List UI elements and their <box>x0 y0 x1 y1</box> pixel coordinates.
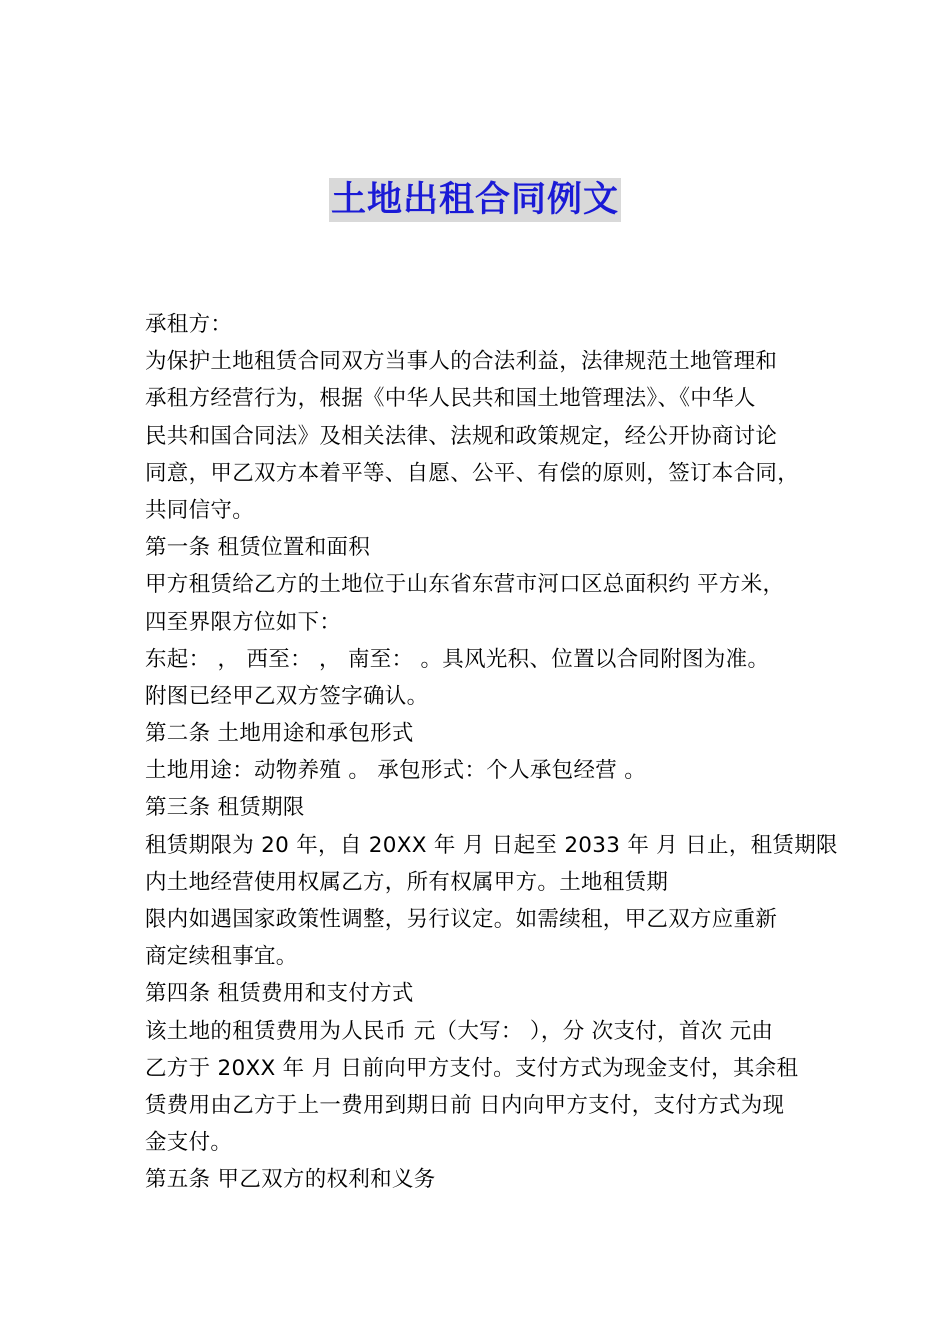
preamble-line-2: 承租方经营行为，根据《中华人民共和国土地管理法》、《中华人 <box>145 386 756 412</box>
article-1-line-2: 四至界限方位如下： <box>145 609 342 635</box>
party-line: 承租方： <box>145 312 233 337</box>
article-3-line-2: 内土地经营使用权属乙方，所有权属甲方。土地租赁期 <box>145 869 669 895</box>
preamble-line-5: 共同信守。 <box>145 497 255 523</box>
article-1-line-3: 东起： ， 西至： ， 南至： 。具风光积、位置以合同附图为准。 <box>145 646 770 672</box>
preamble-line-4: 同意，甲乙双方本着平等、自愿、公平、有偿的原则，签订本合同， <box>145 460 800 486</box>
article-5-heading: 第五条 甲乙双方的权利和义务 <box>145 1167 436 1193</box>
article-3-line-3: 限内如遇国家政策性调整，另行议定。如需续租，甲乙双方应重新 <box>145 907 778 932</box>
article-3-heading: 第三条 租赁期限 <box>145 795 305 821</box>
article-4-line-2: 乙方于 20XX 年 月 日前向甲方支付。支付方式为现金支付，其余租 <box>145 1055 799 1081</box>
article-4-heading: 第四条 租赁费用和支付方式 <box>145 981 414 1007</box>
document-body <box>145 306 838 1199</box>
article-1-line-1: 甲方租赁给乙方的土地位于山东省东营市河口区总面积约 平方米， <box>145 572 785 598</box>
article-1-heading: 第一条 租赁位置和面积 <box>145 535 371 561</box>
article-1-line-4: 附图已经甲乙双方签字确认。 <box>145 683 429 709</box>
title-container <box>0 178 950 222</box>
preamble-line-3: 民共和国合同法》及相关法律、法规和政策规定，经公开协商讨论 <box>145 423 778 449</box>
article-3-line-1: 租赁期限为 20 年，自 20XX 年 月 日起至 2033 年 月 日止，租赁期限 <box>145 832 838 858</box>
article-3-line-4: 商定续租事宜。 <box>145 944 298 970</box>
article-4-line-4: 金支付。 <box>145 1130 233 1156</box>
preamble-line-1: 为保护土地租赁合同双方当事人的合法利益，法律规范土地管理和 <box>145 349 778 375</box>
article-2-heading: 第二条 土地用途和承包形式 <box>145 721 414 747</box>
document-title: 土地出租合同例文 <box>330 180 619 220</box>
article-4-line-1: 该土地的租赁费用为人民币 元（大写： ），分 次支付，首次 元由 <box>145 1018 774 1044</box>
article-2-line-1: 土地用途：动物养殖 。 承包形式：个人承包经营 。 <box>145 758 647 784</box>
article-4-line-3: 赁费用由乙方于上一费用到期日前 日内向甲方支付，支付方式为现 <box>145 1092 785 1118</box>
